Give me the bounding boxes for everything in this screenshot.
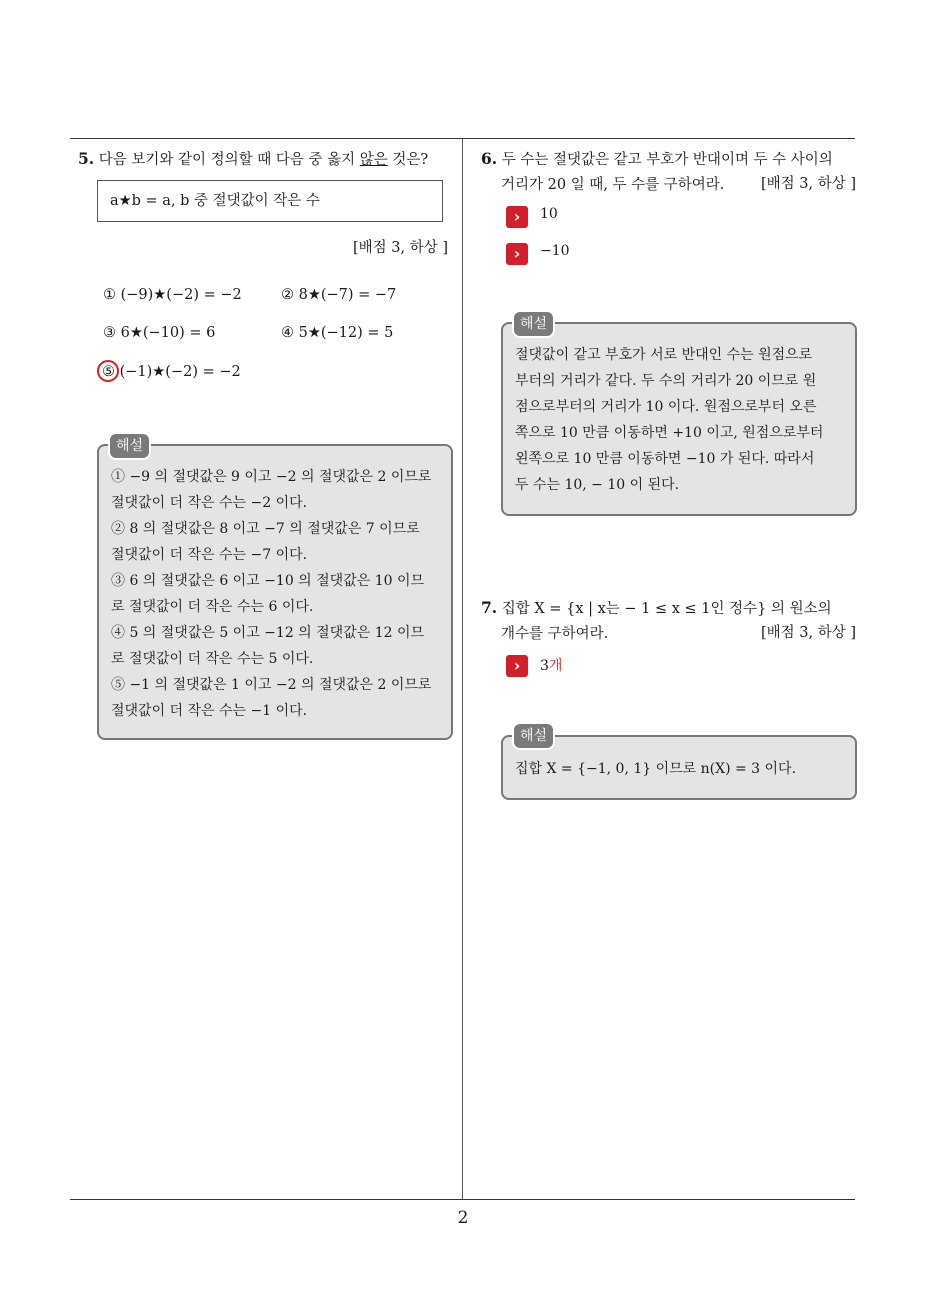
- expl-line: ② 8 의 절댓값은 8 이고 −7 의 절댓값은 7 이므로: [111, 521, 420, 537]
- q7-answer-unit: 개: [548, 658, 563, 674]
- chevron-right-icon: ›: [506, 243, 528, 265]
- q6-answer-1: 10: [540, 206, 558, 222]
- q5-number: 5.: [78, 149, 95, 168]
- page-number: 2: [457, 1208, 469, 1228]
- q7-answer-number: 3: [540, 658, 549, 674]
- q5-choice-5[interactable]: ⑤ (−1)★(−2) = −2: [102, 364, 241, 380]
- q7-explanation-tag: 해설: [512, 722, 555, 750]
- q6-question: [481, 146, 833, 173]
- expl-line: 두 수는 10, − 10 이 된다.: [515, 477, 680, 493]
- q6-explanation-box: [501, 322, 857, 516]
- q6-line2: 거리가 20 일 때, 두 수를 구하여라.: [501, 177, 725, 193]
- q7-question: [481, 595, 832, 622]
- expl-line: 로 절댓값이 더 작은 수는 6 이다.: [111, 599, 314, 615]
- q6-score: [배점 3, 하상 ]: [760, 176, 856, 192]
- expl-line: 절댓값이 더 작은 수는 −2 이다.: [111, 495, 308, 511]
- expl-line: 로 절댓값이 더 작은 수는 5 이다.: [111, 651, 314, 667]
- q6-explanation: [515, 342, 851, 498]
- q5-definition-box: [97, 180, 443, 222]
- q5-score: [배점 3, 하상 ]: [352, 240, 448, 256]
- q7-score: [배점 3, 하상 ]: [760, 625, 856, 641]
- expl-line: 절댓값이 더 작은 수는 −7 이다.: [111, 547, 308, 563]
- q5-explanation-tag: 해설: [108, 432, 151, 460]
- expl-line: ④ 5 의 절댓값은 5 이고 −12 의 절댓값은 12 이므: [111, 625, 425, 641]
- column-divider: [462, 139, 463, 1200]
- q7-line1: 집합 X = {x | x는 − 1 ≤ x ≤ 1인 정수} 의 원소의: [501, 601, 832, 617]
- expl-line: ③ 6 의 절댓값은 6 이고 −10 의 절댓값은 10 이므: [111, 573, 425, 589]
- q7-number: 7.: [481, 598, 498, 617]
- q5-choice-1[interactable]: ① (−9)★(−2) = −2: [103, 287, 242, 303]
- q5-choice-2[interactable]: ② 8★(−7) = −7: [281, 287, 397, 303]
- q5-definition: a★b = a, b 중 절댓값이 작은 수: [110, 193, 320, 209]
- q5-text-a: 다음 보기와 같이 정의할 때 다음 중 옳지: [98, 152, 360, 168]
- expl-line: 쪽으로 10 만큼 이동하면 +10 이고, 원점으로부터: [515, 425, 824, 441]
- q6-explanation-tag: 해설: [512, 310, 555, 338]
- q5-text-b: 것은?: [387, 152, 429, 168]
- expl-line: 절댓값이 같고 부호가 서로 반대인 수는 원점으로: [515, 347, 813, 363]
- q5-text-underlined: 않은: [359, 152, 388, 168]
- expl-line: 절댓값이 더 작은 수는 −1 이다.: [111, 703, 308, 719]
- expl-line: 부터의 거리가 같다. 두 수의 거리가 20 이므로 원: [515, 373, 817, 389]
- expl-line: 점으로부터의 거리가 10 이다. 원점으로부터 오른: [515, 399, 817, 415]
- q5-choice-3[interactable]: ③ 6★(−10) = 6: [103, 325, 216, 341]
- chevron-right-icon: ›: [506, 206, 528, 228]
- expl-line: ① −9 의 절댓값은 9 이고 −2 의 절댓값은 2 이므로: [111, 469, 432, 485]
- bottom-rule: [70, 1199, 855, 1200]
- q6-answer-2: −10: [540, 243, 570, 259]
- q5-choice-4[interactable]: ④ 5★(−12) = 5: [281, 325, 394, 341]
- q7-answer: [540, 655, 562, 675]
- q7-explanation: 집합 X = {−1, 0, 1} 이므로 n(X) = 3 이다.: [515, 761, 797, 777]
- q7-line2: 개수를 구하여라.: [501, 626, 609, 642]
- chevron-right-icon: ›: [506, 655, 528, 677]
- q5-explanation-box: [97, 444, 453, 740]
- q5-explanation: [111, 464, 447, 724]
- q6-number: 6.: [481, 149, 498, 168]
- q5-question: [78, 146, 428, 173]
- expl-line: ⑤ −1 의 절댓값은 1 이고 −2 의 절댓값은 2 이므로: [111, 677, 432, 693]
- q6-line1: 두 수는 절댓값은 같고 부호가 반대이며 두 수 사이의: [501, 152, 833, 168]
- expl-line: 왼쪽으로 10 만큼 이동하면 −10 가 된다. 따라서: [515, 451, 815, 467]
